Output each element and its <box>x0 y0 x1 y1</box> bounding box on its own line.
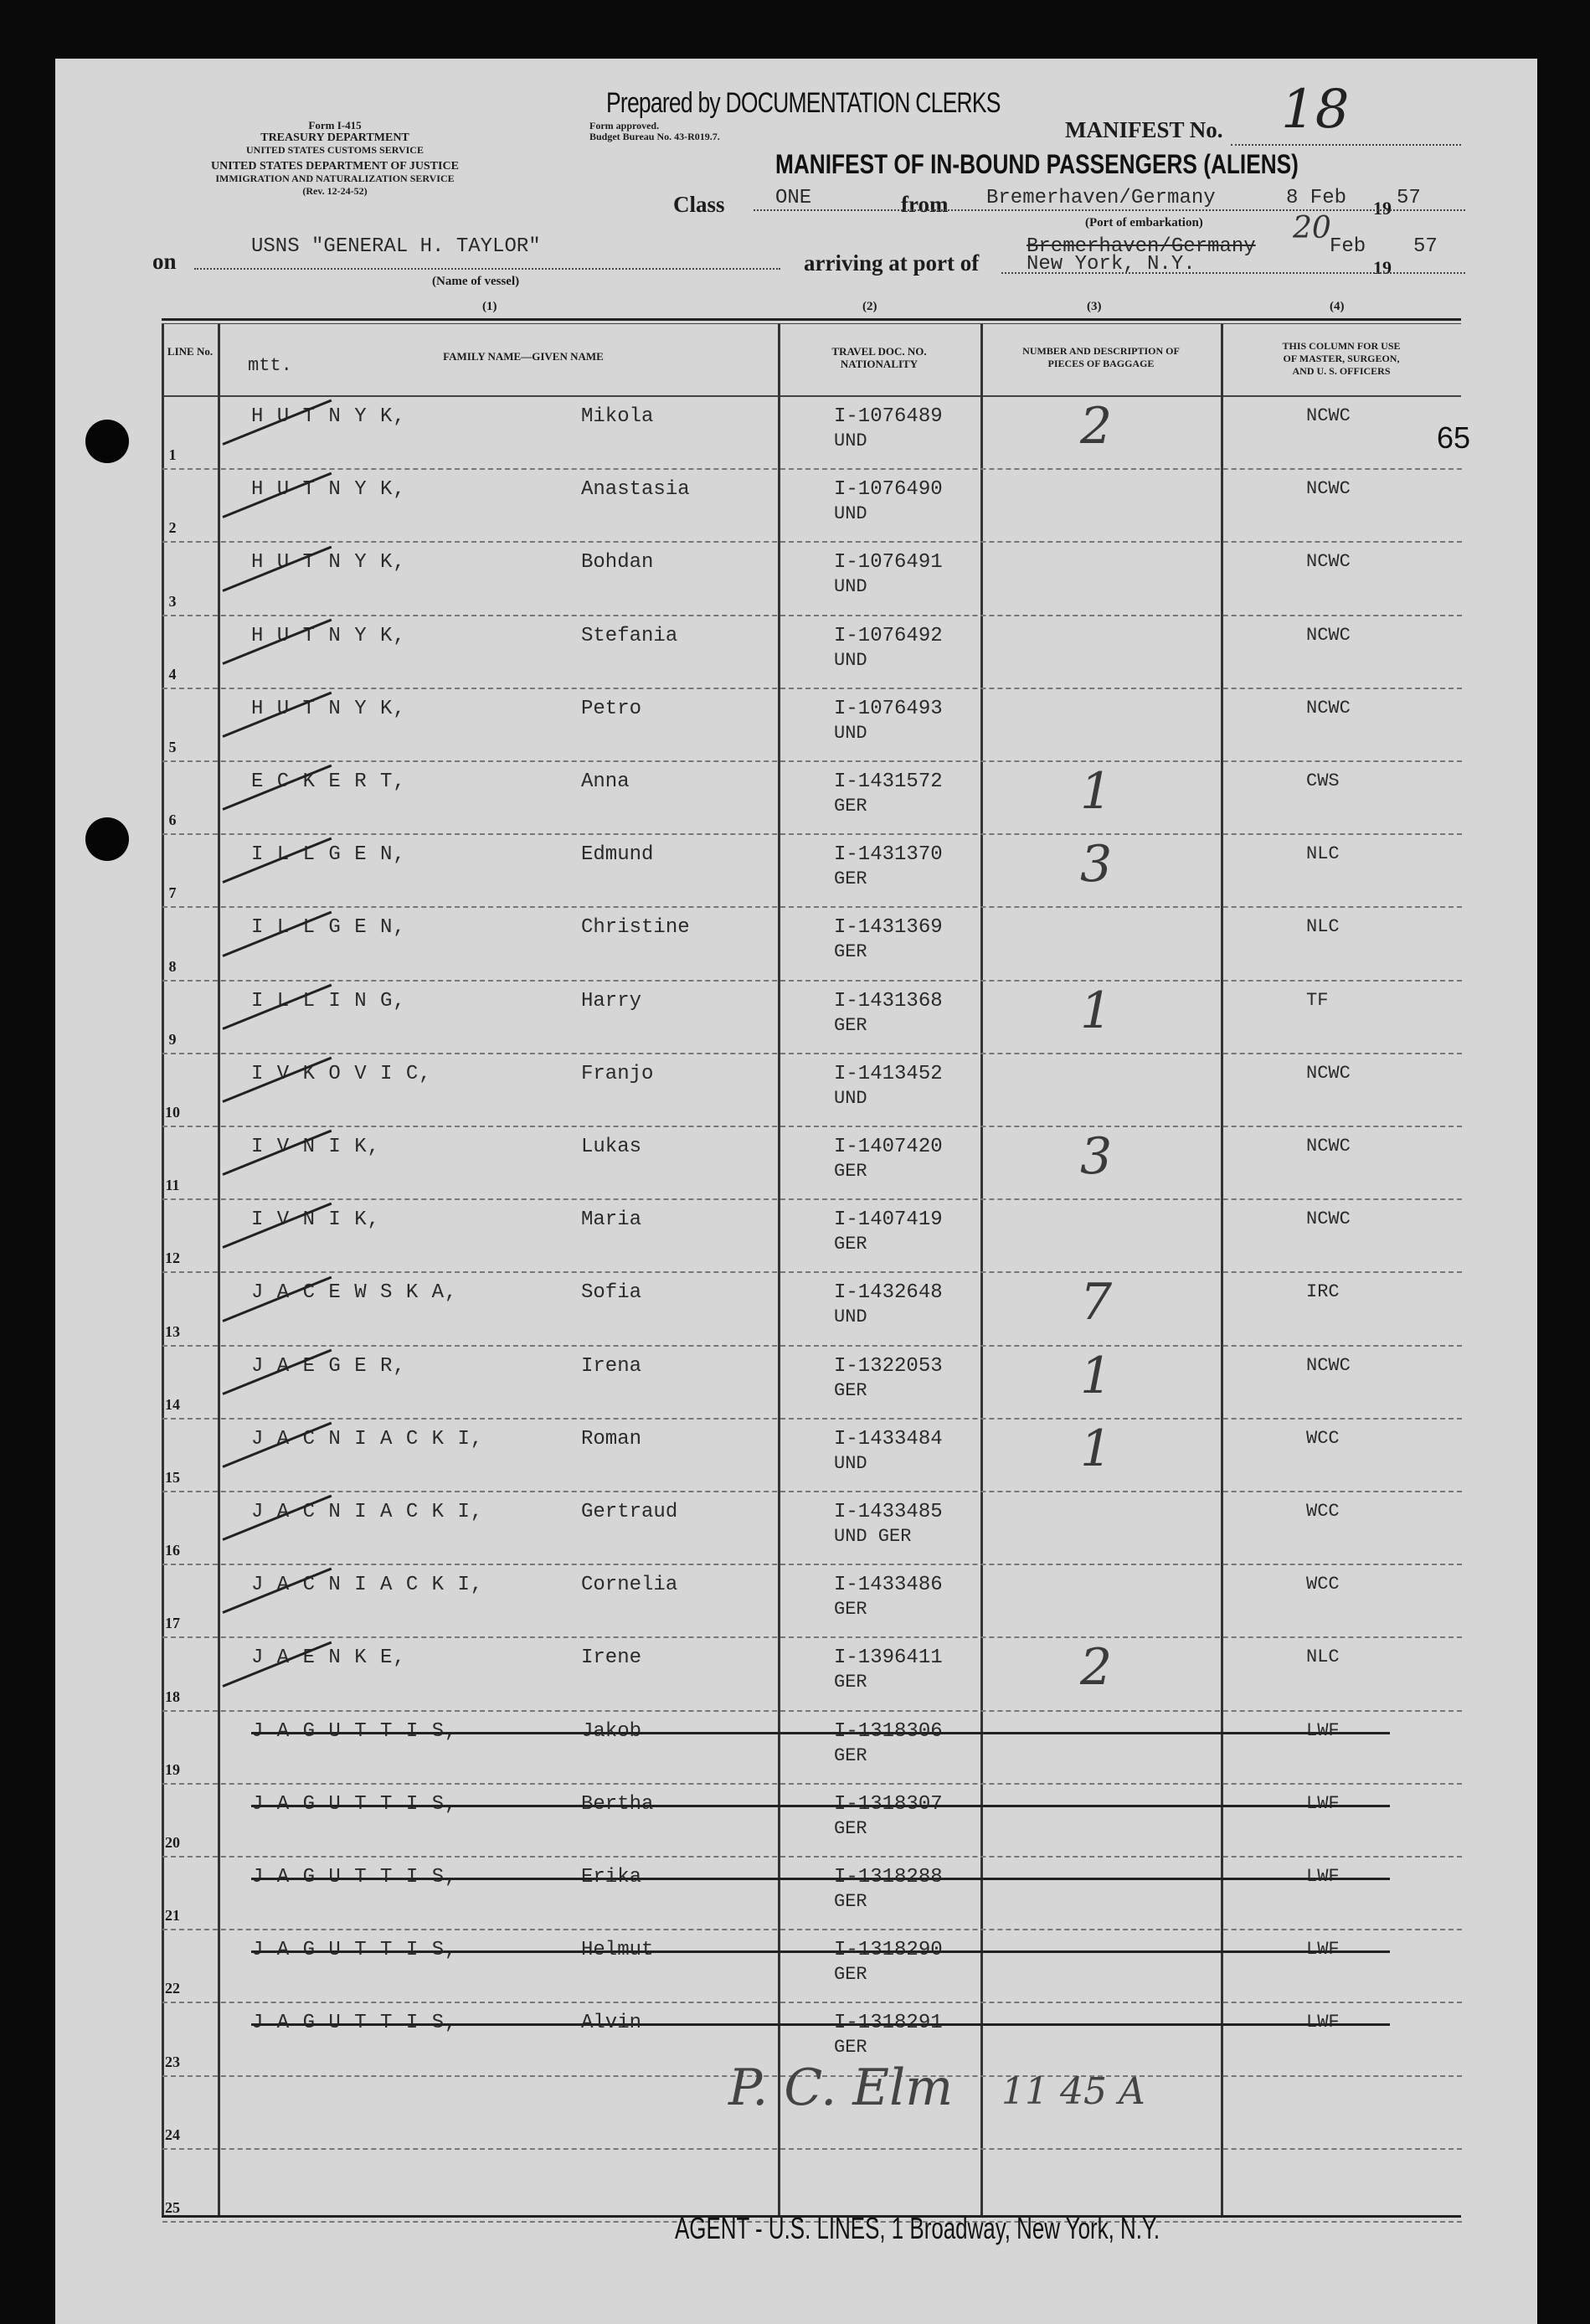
embarkation-caption: (Port of embarkation) <box>1085 216 1203 229</box>
agency-code: LWF <box>1306 1866 1340 1887</box>
travel-doc-number: I-1431368 <box>834 990 943 1013</box>
baggage-count: 2 <box>1080 1638 1113 1697</box>
line-number: 5 <box>168 739 177 755</box>
baggage-col-divider <box>1221 324 1223 2217</box>
row-separator <box>162 541 1462 543</box>
travel-doc-number: I-1318307 <box>834 1793 943 1816</box>
strike-through-line <box>251 1878 1390 1880</box>
arriving-label: arriving at port of <box>804 250 980 276</box>
given-name: Maria <box>581 1208 642 1231</box>
signature-time: 11 45 A <box>1001 2070 1145 2113</box>
table-top-rule <box>162 318 1461 321</box>
line-number: 25 <box>165 2199 180 2216</box>
travel-doc-number: I-1076492 <box>834 625 943 647</box>
line-number: 1 <box>168 446 177 463</box>
doc-col-divider <box>980 324 983 2217</box>
agency-code: NCWC <box>1306 1355 1351 1376</box>
travel-doc-number: I-1076489 <box>834 405 943 428</box>
row-separator <box>162 1564 1462 1565</box>
agency-code: WCC <box>1306 1574 1340 1595</box>
header-bottom-rule <box>162 395 1461 397</box>
given-name: Roman <box>581 1428 642 1451</box>
row-separator <box>162 1345 1462 1347</box>
col-number-3: (3) <box>1087 300 1102 313</box>
family-name: I V N I K, <box>251 1136 381 1158</box>
arrival-day: 20 <box>1293 211 1331 245</box>
nationality: GER <box>834 868 867 889</box>
agency-code: NCWC <box>1306 1208 1351 1229</box>
line-number: 22 <box>165 1980 180 1997</box>
nationality: UND GER <box>834 1526 912 1547</box>
family-name: I L L I N G, <box>251 990 406 1013</box>
given-name: Gertraud <box>581 1501 678 1523</box>
given-name: Helmut <box>581 1939 654 1961</box>
agency-code: NCWC <box>1306 478 1351 499</box>
family-name: E C K E R T, <box>251 770 406 793</box>
line-number: 20 <box>165 1834 180 1851</box>
travel-doc-number: I-1076490 <box>834 478 943 501</box>
margin-count: 65 <box>1437 420 1471 455</box>
line-number: 12 <box>165 1250 180 1266</box>
line-number: 2 <box>168 519 177 536</box>
nationality: GER <box>834 1964 867 1985</box>
arrival-port: New York, N.Y. <box>1027 253 1196 276</box>
travel-doc-number: I-1432648 <box>834 1281 943 1304</box>
given-name: Lukas <box>581 1136 642 1158</box>
nationality: GER <box>834 1015 867 1036</box>
col-header-name: FAMILY NAME—GIVEN NAME <box>443 350 604 363</box>
family-name: J A E N K E, <box>251 1646 406 1669</box>
line-number: 10 <box>165 1104 180 1121</box>
baggage-count: 1 <box>1080 762 1113 821</box>
col-header-baggage <box>983 345 1219 370</box>
travel-doc-number: I-1322053 <box>834 1355 943 1378</box>
given-name: Anastasia <box>581 478 690 501</box>
agency-code: LWF <box>1306 1939 1340 1960</box>
agency-code: NCWC <box>1306 698 1351 719</box>
row-separator <box>162 688 1462 689</box>
nationality: GER <box>834 1672 867 1693</box>
manifest-number-line <box>1231 144 1461 146</box>
family-name: J A G U T T I S, <box>251 1793 458 1816</box>
travel-doc-number: I-1076491 <box>834 551 943 574</box>
form-block <box>151 119 519 198</box>
row-separator <box>162 2002 1462 2003</box>
given-name: Erika <box>581 1866 642 1889</box>
officers-label-2: OF MASTER, SURGEON, <box>1283 353 1400 364</box>
page-title: MANIFEST OF IN-BOUND PASSENGERS (ALIENS) <box>775 149 1299 179</box>
family-name: J A E G E R, <box>251 1355 406 1378</box>
nationality: GER <box>834 1599 867 1620</box>
nationality: UND <box>834 430 867 451</box>
nationality: UND <box>834 650 867 671</box>
justice-dept: UNITED STATES DEPARTMENT OF JUSTICE <box>211 160 459 173</box>
agency-code: IRC <box>1306 1281 1340 1302</box>
travel-doc-number: I-1413452 <box>834 1063 943 1085</box>
row-separator <box>162 1710 1462 1712</box>
departure-date: 8 Feb <box>1286 187 1347 209</box>
budget-bureau: Budget Bureau No. 43-R019.7. <box>589 131 720 142</box>
line-number: 7 <box>168 884 177 901</box>
row-separator <box>162 906 1462 908</box>
agency-code: NCWC <box>1306 551 1351 572</box>
line-number: 21 <box>165 1907 180 1924</box>
given-name: Anna <box>581 770 630 793</box>
agency-code: NCWC <box>1306 1063 1351 1084</box>
mtt-note: mtt. <box>248 355 292 376</box>
nationality: GER <box>834 2037 867 2058</box>
row-separator <box>162 1418 1462 1420</box>
row-separator <box>162 1783 1462 1785</box>
revision: (Rev. 12-24-52) <box>302 185 368 197</box>
line-number: 6 <box>168 812 177 828</box>
family-name: H U T N Y K, <box>251 625 406 647</box>
travel-doc-number: I-1431370 <box>834 843 943 866</box>
col-number-1: (1) <box>482 300 497 313</box>
nationality: GER <box>834 1818 867 1839</box>
departure-year-prefix: 19 <box>1373 198 1392 219</box>
family-name: J A C N I A C K I, <box>251 1501 484 1523</box>
line-number: 14 <box>165 1396 180 1413</box>
arrival-month: Feb <box>1330 235 1366 258</box>
line-number: 17 <box>165 1615 180 1631</box>
line-number: 11 <box>165 1177 180 1193</box>
travel-doc-number: I-1318306 <box>834 1720 943 1743</box>
strike-through-line <box>251 1732 1390 1734</box>
family-name: I L L G E N, <box>251 843 406 866</box>
nationality: UND <box>834 723 867 744</box>
family-name: H U T N Y K, <box>251 478 406 501</box>
row-separator <box>162 760 1462 762</box>
agency-code: TF <box>1306 990 1329 1011</box>
given-name: Irene <box>581 1646 642 1669</box>
row-separator <box>162 1929 1462 1930</box>
travel-doc-number: I-1318290 <box>834 1939 943 1961</box>
line-no-divider <box>218 324 220 2217</box>
agency-code: NLC <box>1306 843 1340 864</box>
line-number: 18 <box>165 1688 180 1705</box>
line-number: 19 <box>165 1761 180 1778</box>
table-top-rule-2 <box>162 323 1461 324</box>
family-name: J A G U T T I S, <box>251 1720 458 1743</box>
given-name: Edmund <box>581 843 654 866</box>
nationality: GER <box>834 796 867 817</box>
line-number: 24 <box>165 2126 180 2143</box>
strike-through-line <box>251 2023 1390 2026</box>
row-separator <box>162 1198 1462 1200</box>
line-number: 3 <box>168 593 177 610</box>
row-separator <box>162 1053 1462 1054</box>
travel-doc-number: I-1076493 <box>834 698 943 720</box>
nationality: GER <box>834 1891 867 1912</box>
family-name: J A G U T T I S, <box>251 2012 458 2034</box>
family-name: J A G U T T I S, <box>251 1866 458 1889</box>
given-name: Jakob <box>581 1720 642 1743</box>
given-name: Petro <box>581 698 642 720</box>
travel-doc-number: I-1318288 <box>834 1866 943 1889</box>
agency-code: LWF <box>1306 2012 1340 2033</box>
nationality: UND <box>834 1306 867 1327</box>
family-name: I L L G E N, <box>251 916 406 939</box>
family-name: J A C N I A C K I, <box>251 1574 484 1596</box>
agency-code: LWF <box>1306 1720 1340 1741</box>
port-line-rule <box>1001 272 1465 274</box>
nationality: GER <box>834 1745 867 1766</box>
line-number: 15 <box>165 1469 180 1486</box>
class-line-rule <box>754 209 1465 211</box>
family-name: H U T N Y K, <box>251 698 406 720</box>
family-name: I V K O V I C, <box>251 1063 432 1085</box>
agency-code: WCC <box>1306 1428 1340 1449</box>
punch-hole-top <box>85 420 129 463</box>
line-number: 16 <box>165 1542 180 1559</box>
vessel-line-rule <box>194 268 780 270</box>
given-name: Christine <box>581 916 690 939</box>
officers-label-1: THIS COLUMN FOR USE <box>1282 340 1401 352</box>
officers-label-3: AND U. S. OFFICERS <box>1292 365 1391 377</box>
travel-doc-number: I-1318291 <box>834 2012 943 2034</box>
manifest-number-value: 18 <box>1281 79 1350 141</box>
col-number-2: (2) <box>862 300 877 313</box>
nationality-label: NATIONALITY <box>840 358 918 370</box>
given-name: Bertha <box>581 1793 654 1816</box>
ins-service: IMMIGRATION AND NATURALIZATION SERVICE <box>215 173 455 184</box>
family-name: J A C E W S K A, <box>251 1281 458 1304</box>
arrival-year: 57 <box>1413 235 1438 258</box>
from-label: from <box>901 192 949 217</box>
family-name: H U T N Y K, <box>251 405 406 428</box>
given-name: Bohdan <box>581 551 654 574</box>
officer-signature: P. C. Elm <box>728 2059 954 2117</box>
row-separator <box>162 615 1462 616</box>
agency-code: WCC <box>1306 1501 1340 1522</box>
nationality: UND <box>834 1088 867 1109</box>
family-name: H U T N Y K, <box>251 551 406 574</box>
treasury-dept: TREASURY DEPARTMENT <box>260 131 409 144</box>
baggage-count: 2 <box>1080 397 1113 456</box>
row-separator <box>162 2148 1462 2150</box>
baggage-count: 1 <box>1080 1347 1113 1405</box>
baggage-count: 7 <box>1080 1273 1113 1332</box>
class-value: ONE <box>775 187 812 209</box>
from-value: Bremerhaven/Germany <box>986 187 1216 209</box>
nationality: GER <box>834 1234 867 1255</box>
nationality: GER <box>834 941 867 962</box>
row-separator <box>162 980 1462 982</box>
row-separator <box>162 1636 1462 1638</box>
manifest-sheet <box>55 59 1537 2324</box>
agency-code: NLC <box>1306 916 1340 937</box>
row-separator <box>162 468 1462 470</box>
on-label: on <box>152 249 177 274</box>
punch-hole-bottom <box>85 817 129 861</box>
line-number: 9 <box>168 1031 177 1048</box>
baggage-count: 1 <box>1080 982 1113 1040</box>
travel-doc-number: I-1396411 <box>834 1646 943 1669</box>
family-name: I V N I K, <box>251 1208 381 1231</box>
nationality: UND <box>834 503 867 524</box>
vessel-name: USNS "GENERAL H. TAYLOR" <box>251 235 541 258</box>
col-header-officers <box>1223 340 1459 378</box>
form-approved: Form approved. <box>589 120 660 131</box>
approval-block <box>589 121 720 142</box>
travel-doc-number: I-1433485 <box>834 1501 943 1523</box>
line-number: 8 <box>168 958 177 975</box>
departure-year: 57 <box>1397 187 1421 209</box>
given-name: Irena <box>581 1355 642 1378</box>
given-name: Mikola <box>581 405 654 428</box>
form-number: Form I-415 <box>308 119 362 131</box>
baggage-label-2: PIECES OF BAGGAGE <box>1047 358 1155 369</box>
agent-footer: AGENT - U.S. LINES, 1 Broadway, New York, N.Y. <box>675 2211 1160 2245</box>
nationality: UND <box>834 1453 867 1474</box>
strike-through-line <box>251 1805 1390 1807</box>
given-name: Franjo <box>581 1063 654 1085</box>
col-header-line-no: LINE No. <box>167 345 214 358</box>
agency-code: NCWC <box>1306 405 1351 426</box>
agency-code: CWS <box>1306 770 1340 791</box>
class-label: Class <box>673 192 725 217</box>
agency-code: NCWC <box>1306 625 1351 646</box>
given-name: Harry <box>581 990 642 1013</box>
customs-service: UNITED STATES CUSTOMS SERVICE <box>246 144 424 156</box>
baggage-count: 3 <box>1080 1127 1113 1186</box>
baggage-count: 1 <box>1080 1420 1113 1478</box>
travel-doc-number: I-1433484 <box>834 1428 943 1451</box>
line-number: 23 <box>165 2053 180 2070</box>
given-name: Alvin <box>581 2012 642 2034</box>
baggage-label-1: NUMBER AND DESCRIPTION OF <box>1022 345 1180 357</box>
col-header-travel-doc <box>780 345 978 370</box>
row-separator <box>162 833 1462 835</box>
line-number: 13 <box>165 1323 180 1340</box>
prepared-by-stamp: Prepared by DOCUMENTATION CLERKS <box>606 87 1001 119</box>
name-col-divider <box>778 324 780 2217</box>
family-name: J A G U T T I S, <box>251 1939 458 1961</box>
nationality: GER <box>834 1161 867 1182</box>
arrival-year-prefix: 19 <box>1373 257 1392 278</box>
row-separator <box>162 1126 1462 1127</box>
nationality: UND <box>834 576 867 597</box>
given-name: Sofia <box>581 1281 642 1304</box>
family-name: J A C N I A C K I, <box>251 1428 484 1451</box>
row-separator <box>162 1271 1462 1273</box>
travel-doc-label: TRAVEL DOC. NO. <box>831 345 927 358</box>
travel-doc-number: I-1407420 <box>834 1136 943 1158</box>
nationality: GER <box>834 1380 867 1401</box>
vessel-caption: (Name of vessel) <box>432 275 520 288</box>
agency-code: LWF <box>1306 1793 1340 1814</box>
travel-doc-number: I-1431369 <box>834 916 943 939</box>
col-number-4: (4) <box>1330 300 1345 313</box>
given-name: Cornelia <box>581 1574 678 1596</box>
travel-doc-number: I-1433486 <box>834 1574 943 1596</box>
given-name: Stefania <box>581 625 678 647</box>
travel-doc-number: I-1407419 <box>834 1208 943 1231</box>
travel-doc-number: I-1431572 <box>834 770 943 793</box>
manifest-number-label: MANIFEST No. <box>1065 117 1223 142</box>
strike-through-line <box>251 1950 1390 1953</box>
row-separator <box>162 1491 1462 1492</box>
baggage-count: 3 <box>1080 835 1113 894</box>
line-number: 4 <box>168 666 177 683</box>
port-struck: Bremerhaven/Germany <box>1027 235 1256 258</box>
row-separator <box>162 1856 1462 1858</box>
agency-code: NLC <box>1306 1646 1340 1667</box>
agency-code: NCWC <box>1306 1136 1351 1157</box>
